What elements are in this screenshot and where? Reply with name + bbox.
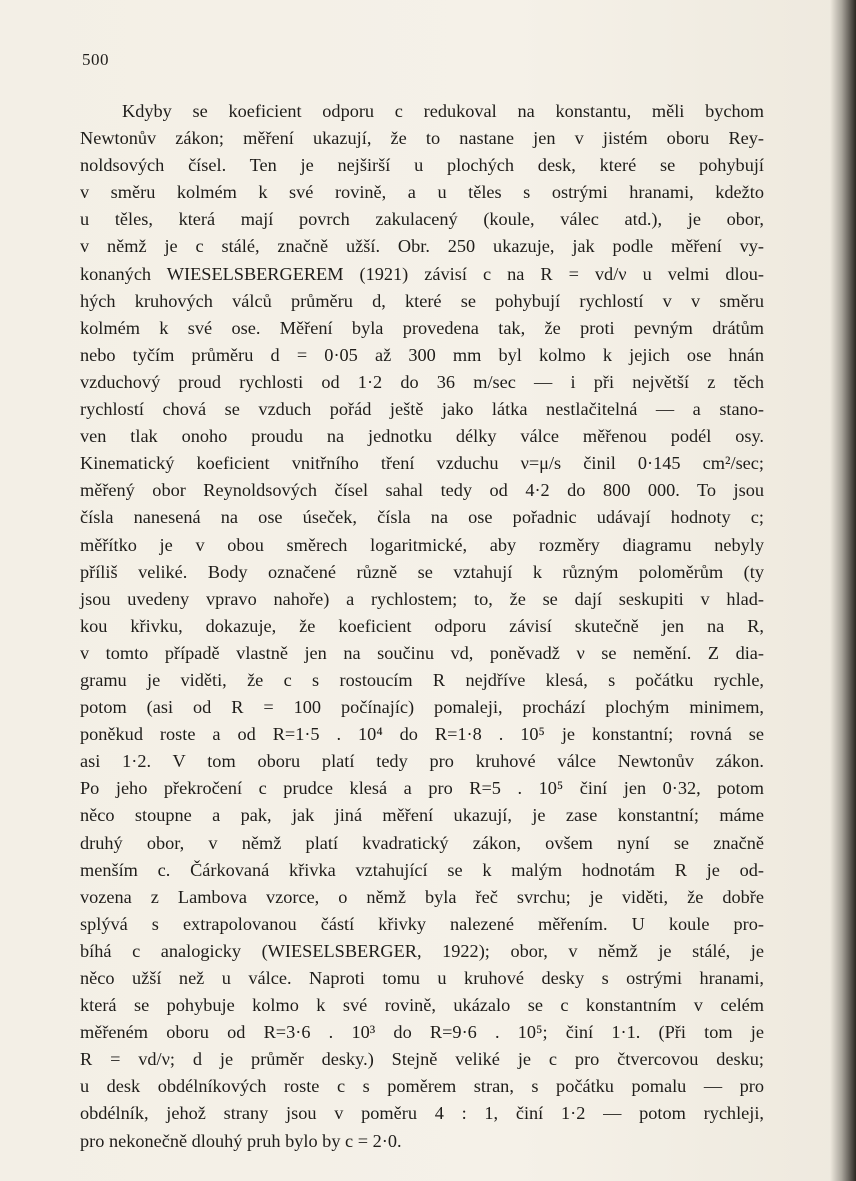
text-line: R = vd/ν; d je průměr desky.) Stejně veliké je c pro čtvercovou desku; — [80, 1049, 764, 1070]
text-line: splývá s extrapolovanou částí křivky nalezené měřením. U koule pro- — [80, 913, 764, 934]
text-line: vozena z Lambova vzorce, o němž byla řeč svrchu; je viděti, že dobře — [80, 886, 764, 907]
text-line: měřítko je v obou směrech logaritmické, aby rozměry diagramu nebyly — [80, 534, 764, 555]
text-line: druhý obor, v němž platí kvadratický zákon, ovšem nyní se značně — [80, 832, 764, 853]
text-line: hých kruhových válců průměru d, které se pohybují rychlostí v v směru — [80, 290, 764, 311]
text-line: poněkud roste a od R=1·5 . 10⁴ do R=1·8 . 10⁵ je konstantní; rovná se — [80, 724, 764, 745]
text-line: obdélník, jehož strany jsou v poměru 4 : 1, činí 1·2 — potom rychleji, — [80, 1103, 764, 1124]
text-line: nebo tyčím průměru d = 0·05 až 300 mm byl kolmo k jejich ose hnán — [80, 344, 764, 365]
text-line: v tomto případě vlastně jen na součinu vd, poněvadž ν se nemění. Z dia- — [80, 642, 764, 663]
text-line: čísla nanesená na ose úseček, čísla na ose pořadnic udávají hodnoty c; — [80, 507, 764, 528]
text-line: příliš veliké. Body označené různě se vztahují k různým poloměrům (ty — [80, 561, 764, 582]
text-line: v směru kolmém k své rovině, a u těles s ostrými hranami, kdežto — [80, 182, 764, 203]
text-line: konaných WIESELSBERGEREM (1921) závisí c na R = vd/ν u velmi dlou- — [80, 263, 764, 284]
text-line: kolmém k své ose. Měření byla provedena tak, že proti pevným drátům — [80, 317, 764, 338]
text-line: Kinematický koeficient vnitřního tření vzduchu ν=μ/s činil 0·145 cm²/sec; — [80, 453, 764, 474]
text-line: jsou uvedeny vpravo nahoře) a rychlostem; to, že se dají seskupiti v hlad- — [80, 588, 764, 609]
page-number: 500 — [82, 50, 109, 69]
text-line: pro nekonečně dlouhý pruh bylo by c = 2·0. — [80, 1130, 402, 1151]
text-line: Kdyby se koeficient odporu c redukoval na konstantu, měli bychom — [122, 101, 764, 121]
text-line: menším c. Čárkovaná křivka vztahující se k malým hodnotám R je od- — [80, 859, 764, 880]
text-line: u těles, která mají povrch zakulacený (koule, válec atd.), je obor, — [80, 209, 764, 230]
text-line: u desk obdélníkových roste c s poměrem stran, s počátku pomalu — pro — [80, 1076, 764, 1097]
text-line: Po jeho překročení c prudce klesá a pro R=5 . 10⁵ činí jen 0·32, potom — [80, 778, 764, 799]
text-line: kou křivku, dokazuje, že koeficient odporu závisí skutečně jen na R, — [80, 615, 764, 636]
text-line: měřeném oboru od R=3·6 . 10³ do R=9·6 . 10⁵; činí 1·1. (Při tom je — [80, 1022, 764, 1043]
text-line: gramu je viděti, že c s rostoucím R nejdříve klesá, s počátku rychle, — [80, 669, 764, 690]
text-line: noldsových čísel. Ten je nejširší u plochých desk, které se pohybují — [80, 155, 764, 176]
text-line: potom (asi od R = 100 počínajíc) pomaleji, prochází plochým minimem, — [80, 697, 764, 718]
text-line: v němž je c stálé, značně užší. Obr. 250 ukazuje, jak podle měření vy- — [80, 236, 764, 257]
text-line: něco stoupne a pak, jak jiná měření ukazují, je zase konstantní; máme — [80, 805, 764, 826]
text-line: která se pohybuje kolmo k své rovině, ukázalo se c konstantním v celém — [80, 995, 764, 1016]
text-line: měřený obor Reynoldsových čísel sahal tedy od 4·2 do 800 000. To jsou — [80, 480, 764, 501]
text-line: asi 1·2. V tom oboru platí tedy pro kruhové válce Newtonův zákon. — [80, 751, 764, 772]
text-line: něco užší než u válce. Naproti tomu u kruhové desky s ostrými hranami, — [80, 968, 764, 988]
text-line: bíhá c analogicky (WIESELSBERGER, 1922); obor, v němž je stálé, je — [80, 940, 764, 961]
body-paragraph — [80, 98, 764, 1155]
text-line: Newtonův zákon; měření ukazují, že to nastane jen v jistém oboru Rey- — [80, 128, 764, 149]
text-line: ven tlak onoho proudu na jednotku délky válce měřenou podél osy. — [80, 426, 764, 447]
text-line: rychlostí chová se vzduch pořád ještě jako látka nestlačitelná — a stano- — [80, 399, 764, 420]
text-line: vzduchový proud rychlosti od 1·2 do 36 m/sec — i při největší z těch — [80, 371, 764, 392]
book-binding-shadow — [830, 0, 856, 1181]
